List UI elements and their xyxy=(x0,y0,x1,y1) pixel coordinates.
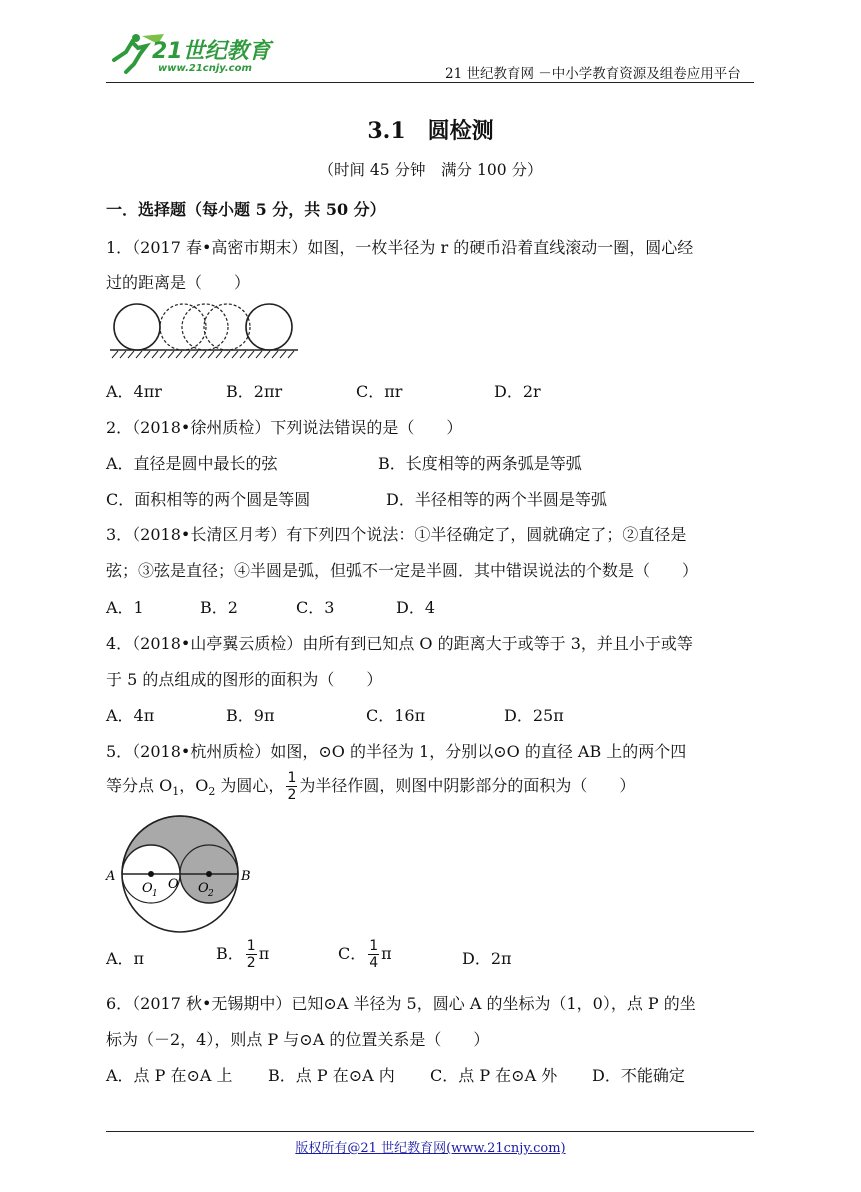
q5-label-a: A xyxy=(106,869,116,884)
page-subtitle: （时间 45 分钟 满分 100 分） xyxy=(318,161,543,179)
q5-shaded-circle-figure xyxy=(104,814,264,934)
q1-option-b[interactable]: B．2πr xyxy=(226,382,283,401)
q5-option-b-suffix: π xyxy=(258,944,270,963)
q5-option-b[interactable] xyxy=(216,938,269,971)
logo-url: www.21cnjy.com xyxy=(158,63,252,74)
logo-text: 21世纪教育 xyxy=(152,39,271,64)
header-divider xyxy=(106,82,754,83)
q1-option-c[interactable]: C．πr xyxy=(356,382,403,401)
q5-line2-part-b: ，O xyxy=(179,776,209,795)
q4-line1: 4．（2018•山亭翼云质检）由所有到已知点 O 的距离大于或等于 3，并且小于或等 xyxy=(106,634,693,653)
q2-option-d[interactable]: D．半径相等的两个半圆是等弧 xyxy=(386,490,607,509)
q5-label-o1-sub: 1 xyxy=(152,889,158,899)
q5-line2-part-c: 为圆心， xyxy=(215,776,285,795)
footer-copyright-link[interactable]: 版权所有@21 世纪教育网(www.21cnjy.com) xyxy=(295,1141,566,1156)
q5-fraction-numerator: 1 xyxy=(287,770,297,786)
q5-line1: 5．（2018•杭州质检）如图，⊙O 的半径为 1，分别以⊙O 的直径 AB 上的两个四 xyxy=(106,742,687,761)
q3-line1: 3．（2018•长清区月考）有下列四个说法：①半径确定了，圆就确定了；②直径是 xyxy=(106,525,687,544)
q1-rolling-coin-figure xyxy=(106,302,302,360)
q5-option-c-prefix: C． xyxy=(338,944,367,963)
q1-option-a[interactable]: A．4πr xyxy=(106,382,162,401)
q2-option-a[interactable]: A．直径是圆中最长的弦 xyxy=(106,454,278,473)
q5-line2 xyxy=(106,770,635,803)
header-site-name: 21 世纪教育网 －中小学教育资源及组卷应用平台 xyxy=(445,66,741,82)
q3-line2: 弦；③弦是直径；④半圆是弧，但弧不一定是半圆．其中错误说法的个数是（ ） xyxy=(106,561,699,580)
q5-fraction-denominator: 2 xyxy=(287,787,297,803)
q1-line2: 过的距离是（ ） xyxy=(106,273,251,292)
q5-option-d[interactable]: D．2π xyxy=(462,949,512,968)
q5-option-c-denominator: 4 xyxy=(369,955,379,971)
q3-option-c[interactable]: C．3 xyxy=(296,598,335,617)
q5-option-c-suffix: π xyxy=(381,944,392,963)
q4-option-a[interactable]: A．4π xyxy=(106,706,155,725)
q6-option-b[interactable]: B．点 P 在⊙A 内 xyxy=(268,1066,395,1085)
q5-option-a[interactable]: A．π xyxy=(106,949,145,968)
q5-sub-2: 2 xyxy=(208,785,216,799)
q5-label-o: O xyxy=(168,877,179,892)
q5-option-b-fraction xyxy=(246,938,257,971)
q4-option-b[interactable]: B．9π xyxy=(226,706,275,725)
q4-option-d[interactable]: D．25π xyxy=(504,706,564,725)
q6-line2: 标为（－2，4），则点 P 与⊙A 的位置关系是（ ） xyxy=(106,1030,490,1049)
q3-option-b[interactable]: B．2 xyxy=(200,598,238,617)
q6-option-a[interactable]: A．点 P 在⊙A 上 xyxy=(106,1066,233,1085)
q5-line2-part-d: 为半径作圆，则图中阴影部分的面积为（ ） xyxy=(299,776,636,795)
q4-line2: 于 5 的点组成的图形的面积为（ ） xyxy=(106,670,383,689)
q5-option-b-numerator: 1 xyxy=(246,938,256,954)
q1-option-d[interactable]: D．2r xyxy=(494,382,541,401)
q4-option-c[interactable]: C．16π xyxy=(366,706,426,725)
q2-line1: 2．（2018•徐州质检）下列说法错误的是（ ） xyxy=(106,418,463,437)
q5-label-b: B xyxy=(241,869,251,884)
q3-option-d[interactable]: D．4 xyxy=(396,598,436,617)
section-heading: 一．选择题（每小题 5 分，共 50 分） xyxy=(106,200,386,219)
q5-line2-part-a: 等分点 O xyxy=(106,776,173,795)
q6-line1: 6．（2017 秋•无锡期中）已知⊙A 半径为 5，圆心 A 的坐标为（1，0），点 P 的坐 xyxy=(106,994,696,1013)
q3-option-a[interactable]: A．1 xyxy=(106,598,144,617)
q6-option-d[interactable]: D．不能确定 xyxy=(592,1066,685,1085)
q5-sub-1: 1 xyxy=(172,785,180,799)
q2-option-b[interactable]: B．长度相等的两条弧是等弧 xyxy=(378,454,582,473)
logo xyxy=(106,30,286,80)
q5-fraction xyxy=(286,770,297,803)
q5-option-b-prefix: B． xyxy=(216,944,244,963)
q5-label-o2: O xyxy=(198,881,209,896)
footer-divider xyxy=(106,1131,754,1132)
q1-line1: 1．（2017 春•高密市期末）如图，一枚半径为 r 的硬币沿着直线滚动一圈，圆心经 xyxy=(106,238,694,257)
page-title: 3.1 圆检测 xyxy=(367,118,494,144)
q5-option-c-fraction xyxy=(368,938,379,971)
q5-label-o2-sub: 2 xyxy=(208,889,214,899)
q5-option-c-numerator: 1 xyxy=(369,938,379,954)
q2-option-c[interactable]: C．面积相等的两个圆是等圆 xyxy=(106,490,311,509)
q6-option-c[interactable]: C．点 P 在⊙A 外 xyxy=(430,1066,558,1085)
q5-option-c[interactable] xyxy=(338,938,392,971)
q5-option-b-denominator: 2 xyxy=(246,955,256,971)
q5-label-o1: O xyxy=(142,881,153,896)
